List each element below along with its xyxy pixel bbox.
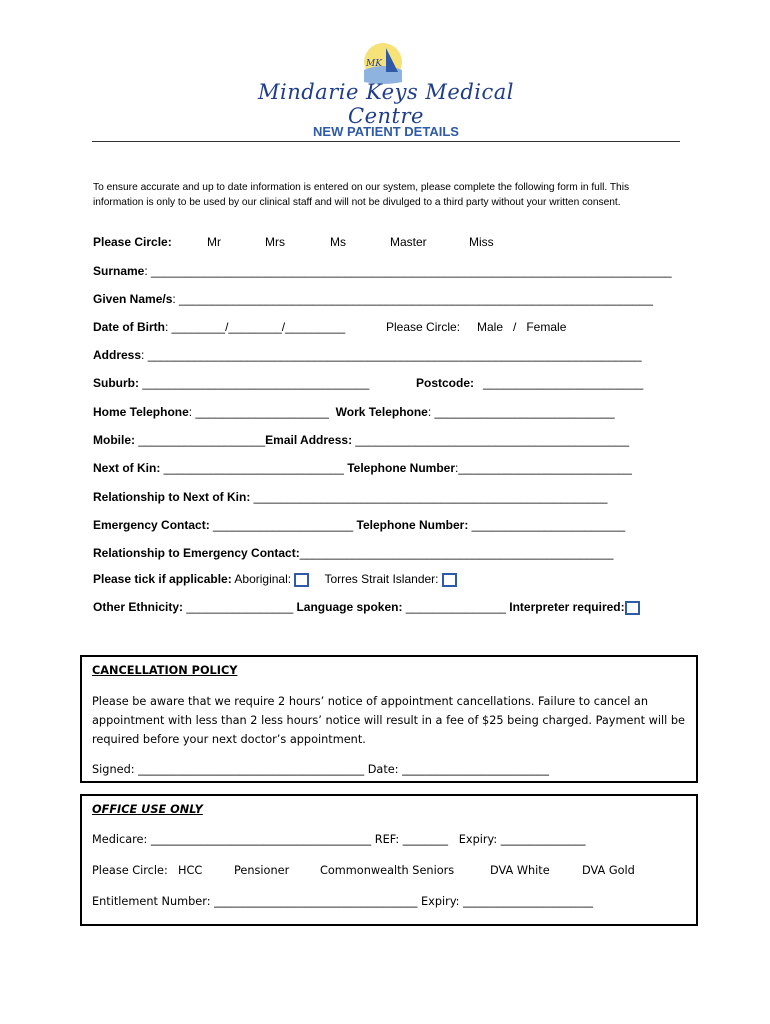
salutation-mr[interactable]: Mr [207,235,221,249]
medicare-row [92,833,586,846]
next-of-kin-field[interactable]: ___________________________ [160,461,348,475]
medicare-field[interactable]: _______________________________________ [147,833,375,846]
gender-options[interactable]: Male / Female [477,320,567,334]
cancellation-heading: CANCELLATION POLICY [92,664,238,677]
expiry-label: Expiry: [458,833,498,846]
emergency-contact-label: Emergency Contact: [93,518,210,532]
office-heading: OFFICE USE ONLY [92,803,203,816]
telephone-row [93,405,615,419]
tick-row [93,572,457,587]
suburb-label: Suburb: [93,376,139,390]
dob-row: Date of Birth: ________/________/_________ Please Circle: Male / Female [93,320,567,334]
medicare-label: Medicare: [92,833,148,846]
expiry2-label: Expiry: [421,895,460,908]
relationship-ec-field[interactable]: _______________________________________________ [299,546,614,560]
tick-label: Please tick if applicable: [93,572,232,586]
concession-row [92,864,687,877]
office-use-box [80,794,698,926]
torres-label: Torres Strait Islander: [324,572,439,586]
clinic-name: Mindarie Keys Medical Centre [257,80,515,128]
expiry-field[interactable]: _______________ [497,833,586,846]
aboriginal-checkbox[interactable] [294,573,309,587]
cancellation-body: Please be aware that we require 2 hours’ notice of appointment cancellations. Failure to cancel an appointment with less than 2 less hours’ notice will result in a fee of $25 being charged. Payment will be required before your next doctor’s appointment. [92,695,685,746]
option-commonwealth-seniors[interactable]: Commonwealth Seniors [320,864,455,877]
address-row [93,348,642,362]
ec-telephone-label: Telephone Number: [356,518,469,532]
logo-monogram: MK [366,59,382,69]
ref-field[interactable]: ________ [399,833,459,846]
salutation-ms[interactable]: Ms [330,235,346,249]
language-label: Language spoken: [296,600,403,614]
signed-label: Signed: [92,763,135,776]
work-tel-label: Work Telephone [335,405,428,419]
suburb-field[interactable]: __________________________________ [139,376,370,390]
expiry2-field[interactable]: _______________________ [459,895,594,908]
given-names-label: Given Name/s [93,292,173,306]
other-ethnicity-label: Other Ethnicity: [93,600,184,614]
dob-label: Date of Birth [93,320,165,334]
given-names-row [93,292,653,306]
mobile-row [93,433,629,447]
torres-checkbox[interactable] [442,573,457,587]
postcode-label: Postcode: [416,376,475,390]
option-hcc[interactable]: HCC [178,864,203,877]
home-tel-label: Home Telephone [93,405,189,419]
address-field[interactable]: : __________________________________________________________________________ [141,348,642,362]
surname-row [93,264,672,278]
signed-row [92,763,549,776]
surname-label: Surname [93,264,145,278]
nok-telephone-label: Telephone Number [347,461,456,475]
email-field[interactable]: _________________________________________ [352,433,630,447]
dob-field[interactable]: ________/________/_________ [171,320,346,334]
salutation-master[interactable]: Master [390,235,427,249]
salutation-label: Please Circle: [93,235,172,249]
signed-field[interactable]: ________________________________________ [134,763,368,776]
cancellation-policy-box [80,655,698,783]
surname-field[interactable]: : ______________________________________________________________________________ [144,264,672,278]
intro-text: To ensure accurate and up to date information is entered on our system, please complete the following form in full. This information is only to be used by our clinical staff and will not be divulged to a third party without your written consent. [93,182,630,208]
mobile-field[interactable]: ___________________ [135,433,266,447]
next-of-kin-label: Next of Kin: [93,461,161,475]
home-tel-field[interactable]: : ____________________ [188,405,333,419]
date-field[interactable]: __________________________ [398,763,549,776]
relationship-nok-row [93,490,607,504]
address-label: Address [93,348,142,362]
interpreter-label: Interpreter required: [509,600,625,614]
salutation-mrs[interactable]: Mrs [265,235,285,249]
ref-label: REF: [374,833,400,846]
postcode-field[interactable]: ________________________ [483,376,644,390]
date-label: Date: [367,763,399,776]
entitlement-field[interactable]: ____________________________________ [210,895,422,908]
emergency-contact-row [93,518,625,532]
relationship-nok-label: Relationship to Next of Kin: [93,490,251,504]
mobile-label: Mobile: [93,433,135,447]
entitlement-label: Entitlement Number: [92,895,211,908]
given-names-field[interactable]: : _______________________________________________________________________ [172,292,653,306]
work-tel-field[interactable]: : ___________________________ [427,405,615,419]
salutation-row [93,235,494,249]
nok-telephone-field[interactable]: :__________________________ [455,461,632,475]
relationship-ec-row [93,546,613,560]
email-label: Email Address: [265,433,353,447]
option-dva-white[interactable]: DVA White [490,864,550,877]
next-of-kin-row [93,461,632,475]
other-ethnicity-field[interactable]: ________________ [183,600,297,614]
concession-label: Please Circle: [92,864,168,877]
ec-telephone-field[interactable]: _______________________ [468,518,626,532]
option-dva-gold[interactable]: DVA Gold [582,864,635,877]
language-field[interactable]: _______________ [402,600,510,614]
relationship-ec-label: Relationship to Emergency Contact: [93,546,300,560]
emergency-contact-field[interactable]: _____________________ [209,518,357,532]
page-title: NEW PATIENT DETAILS [313,124,459,139]
suburb-row [93,376,644,390]
salutation-miss[interactable]: Miss [469,235,494,249]
interpreter-checkbox[interactable] [625,601,640,615]
option-pensioner[interactable]: Pensioner [234,864,290,877]
entitlement-row [92,895,593,908]
ethnicity-row [93,600,640,615]
gender-prompt: Please Circle: [386,320,461,334]
title-divider [92,141,680,142]
aboriginal-label: Aboriginal: [234,572,292,586]
relationship-nok-field[interactable]: _____________________________________________________ [250,490,608,504]
